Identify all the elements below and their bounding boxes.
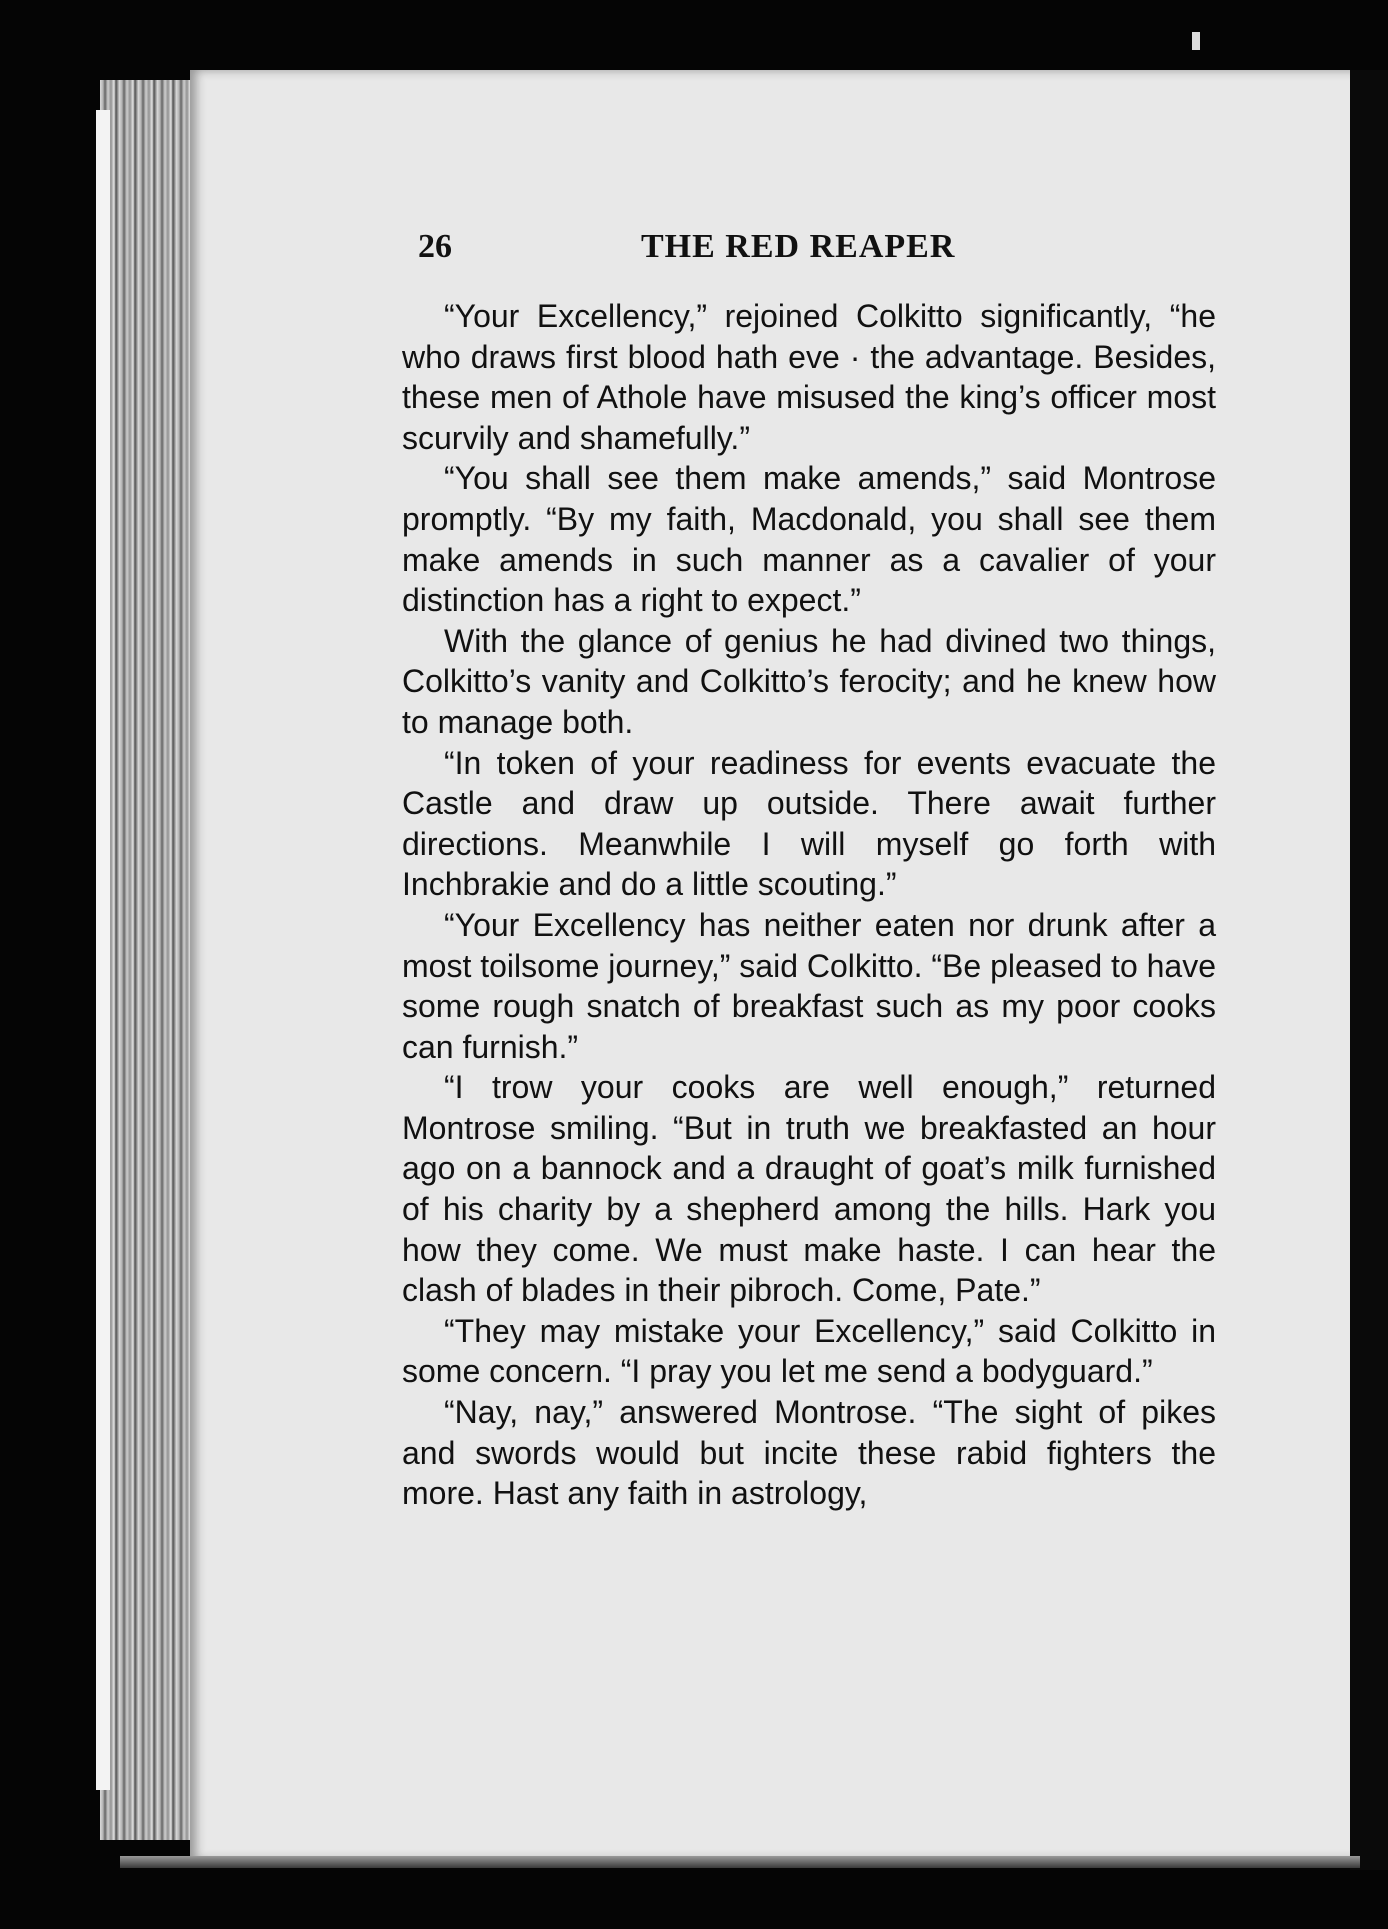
paragraph: “Your Excellency,” rejoined Colkitto significantly, “he who draws first blood hath eve · the advantage. Besides, these men of Athole have misused the king’s officer most scurvily and shamefully.” <box>402 298 1216 456</box>
page-number: 26 <box>418 228 452 265</box>
paragraph: “In token of your readiness for events evacuate the Castle and draw up outside. There await further directions. Meanwhile I will myself go forth with Inchbrakie and do a little scouting.” <box>402 744 1216 903</box>
bottom-page-edge <box>120 1856 1360 1868</box>
right-shadow <box>1350 70 1388 1870</box>
paragraph: “You shall see them make amends,” said Montrose promptly. “By my faith, Macdonald, you shall see them make amends in such manner as a cavalier of your distinction has a right to expect.” <box>402 460 1216 619</box>
body-text <box>402 296 1216 1514</box>
paragraph: With the glance of genius he had divined two things, Colkitto’s vanity and Colkitto’s ferocity; and he knew how to manage both. <box>402 622 1216 740</box>
scan-mark <box>1192 32 1200 50</box>
paragraph: “I trow your cooks are well enough,” returned Montrose smiling. “But in truth we breakfasted an hour ago on a bannock and a draught of goat’s milk furnished of his charity by a shepherd among the hills. Hark you how they come. We must make haste. I can hear the clash of blades in their pibroch. Come, Pate.” <box>402 1069 1216 1309</box>
running-title: THE RED REAPER <box>641 228 956 265</box>
paragraph: “They may mistake your Excellency,” said Colkitto in some concern. “I pray you let me send a bodyguard.” <box>402 1312 1216 1390</box>
page-stack-edge <box>96 110 110 1790</box>
page-header <box>418 228 1018 278</box>
paragraph: “Your Excellency has neither eaten nor drunk after a most toilsome journey,” said Colkitto. “Be pleased to have some rough snatch of breakfast such as my poor cooks can furnish.” <box>402 906 1217 1065</box>
book-binding <box>100 80 195 1840</box>
paragraph: “Nay, nay,” answered Montrose. “The sight of pikes and swords would but incite these rabid fighters the more. Hast any faith in astrology, <box>402 1394 1216 1512</box>
